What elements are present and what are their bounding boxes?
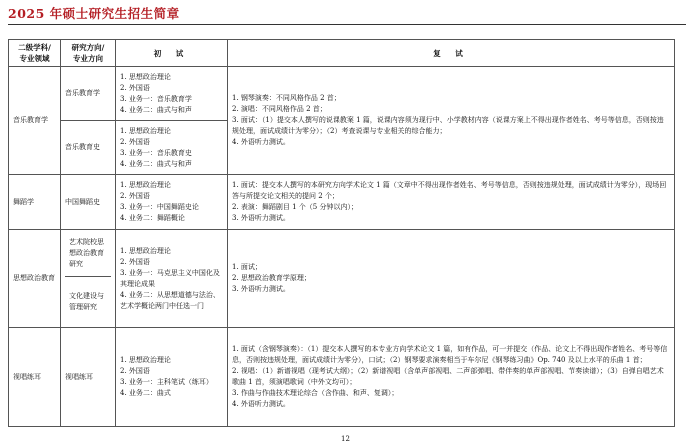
- header-text: 初 试: [153, 48, 190, 58]
- retest-cell: [228, 230, 675, 328]
- exam-cell: [116, 328, 228, 427]
- header-text: 复 试: [433, 48, 469, 58]
- discipline-cell: [9, 328, 61, 427]
- retest-cell: [228, 328, 675, 427]
- exam-subject: 2. 外国语: [120, 83, 150, 92]
- discipline-cell: [9, 175, 61, 230]
- direction-subcell: [65, 230, 111, 277]
- exam-subject: 2. 外国语: [120, 367, 150, 375]
- page-header: [8, 4, 686, 25]
- page-number: 12: [341, 435, 350, 443]
- exam-subject: 2. 外国语: [120, 257, 150, 266]
- direction-name: 音乐教育学: [65, 89, 100, 97]
- direction-cell: [61, 67, 116, 121]
- exam-subject: 4. 业务二：曲式与和声: [120, 159, 192, 168]
- discipline-name: 舞蹈学: [13, 197, 34, 206]
- exam-subject: 3. 业务一：中国舞蹈史论: [120, 203, 199, 211]
- exam-cell: [116, 175, 228, 230]
- exam-subject: 3. 业务一：马克思主义中国化及其理论成果: [120, 268, 220, 288]
- admission-table: [8, 39, 675, 427]
- retest-item: 3. 外语听力测试。: [232, 285, 290, 293]
- header-text: 专业领域: [19, 54, 50, 63]
- header-text: 二级学科/: [18, 43, 51, 52]
- exam-subject: 3. 业务一：音乐教育史: [120, 148, 192, 157]
- retest-cell: [228, 175, 675, 230]
- exam-subject: 4. 业务二：舞蹈概论: [120, 214, 185, 222]
- header-title: 2025 年硕士研究生招生简章: [8, 6, 180, 21]
- exam-subject: 4. 业务二：曲式: [120, 389, 171, 397]
- table-row: [9, 230, 675, 328]
- discipline-name: 思想政治教育: [13, 274, 55, 282]
- retest-item: 3. 作曲与作曲技术理论综合（含作曲、和声、复调）；: [232, 389, 399, 397]
- header-text: 研究方向/: [71, 43, 105, 52]
- table-row: [9, 328, 675, 427]
- header-discipline: [9, 40, 61, 67]
- retest-item: 3. 面试：（1）提交本人撰写的说课教案 1 篇，说课内容须为现行中、小学教材内容（说课方案上不得出现作者姓名、考号等信息，否则按违规处理，面试成绩计为零分）；（2）考查说课与专业相关的综合能力；: [232, 116, 664, 135]
- direction-name: 视唱练耳: [65, 372, 93, 381]
- exam-subject: 4. 业务二：曲式与和声: [120, 105, 192, 114]
- retest-item: 1. 面试：提交本人撰写的本研究方向学术论文 1 篇（文章中不得出现作者姓名、考号等信息，否则按违规处理，面试成绩计为零分），现场回答与所提交论文相关的提问 2 个；: [232, 181, 667, 200]
- discipline-cell: [9, 230, 61, 328]
- table-header-row: [9, 40, 675, 67]
- exam-subject: 3. 业务一：主科笔试（练耳）: [120, 378, 213, 386]
- exam-cell: [116, 230, 228, 328]
- discipline-name: 音乐教育学: [13, 116, 48, 124]
- table-row: [9, 175, 675, 230]
- direction-name: 文化建设与管理研究: [69, 292, 104, 311]
- direction-subcell: [65, 277, 111, 327]
- retest-item: 4. 外语听力测试。: [232, 138, 290, 146]
- retest-item: 2. 思想政治教育学原理；: [232, 274, 311, 282]
- exam-cell: [116, 121, 228, 175]
- retest-item: 2. 演唱：不同风格作品 2 首；: [232, 105, 327, 113]
- direction-name: 艺术院校思想政治教育研究: [69, 237, 104, 268]
- header-retest: [228, 40, 675, 67]
- header-direction: [61, 40, 116, 67]
- direction-cell: [61, 328, 116, 427]
- header-initial-exam: [116, 40, 228, 67]
- exam-subject: 1. 思想政治理论: [120, 126, 171, 135]
- exam-subject: 1. 思想政治理论: [120, 246, 171, 255]
- exam-subject: 3. 业务一：音乐教育学: [120, 94, 192, 103]
- exam-subject: 2. 外国语: [120, 192, 150, 200]
- header-text: 专业方向: [73, 54, 103, 63]
- direction-cell: [61, 121, 116, 175]
- discipline-cell: [9, 67, 61, 175]
- exam-subject: 4. 业务二：从思想道德与法治、艺术学概论两门中任选一门: [120, 290, 220, 310]
- retest-item: 3. 外语听力测试。: [232, 214, 290, 222]
- exam-cell: [116, 67, 228, 121]
- discipline-name: 视唱练耳: [13, 372, 41, 381]
- direction-cell: [61, 175, 116, 230]
- retest-item: 1. 面试；: [232, 263, 262, 271]
- direction-cell: [61, 230, 116, 328]
- retest-item: 1. 钢琴演奏：不同风格作品 2 首；: [232, 94, 341, 102]
- exam-subject: 1. 思想政治理论: [120, 356, 171, 364]
- exam-subject: 1. 思想政治理论: [120, 181, 171, 189]
- retest-item: 4. 外语听力测试。: [232, 400, 290, 408]
- retest-cell: [228, 67, 675, 175]
- retest-item: 1. 面试（含钢琴演奏）：（1）提交本人撰写的本专业方向学术论文 1 篇，如有作品，可一并提交（作品、论文上不得出现作者姓名、考号等信息，否则按违规处理，面试成绩计为零分），口试；（2）钢琴要求演奏相当于车尔尼《钢琴练习曲》Op. 740 及以上水平的乐曲 1 首；: [232, 345, 668, 364]
- exam-subject: 1. 思想政治理论: [120, 72, 171, 81]
- retest-item: 2. 视唱：（1）新谱视唱（现考试大纲）；（2）新谱视唱（含单声部视唱、二声部弹唱、带伴奏的单声部视唱、节奏读谱）；（3）自弹自唱艺术歌曲 1 首，须演唱歌词（中外文均可）；: [232, 367, 664, 386]
- direction-name: 音乐教育史: [65, 143, 100, 151]
- exam-subject: 2. 外国语: [120, 137, 150, 146]
- direction-name: 中国舞蹈史: [65, 197, 100, 206]
- table-row: [9, 67, 675, 121]
- retest-item: 2. 表演：舞蹈剧目 1 个（5 分钟以内）；: [232, 203, 358, 211]
